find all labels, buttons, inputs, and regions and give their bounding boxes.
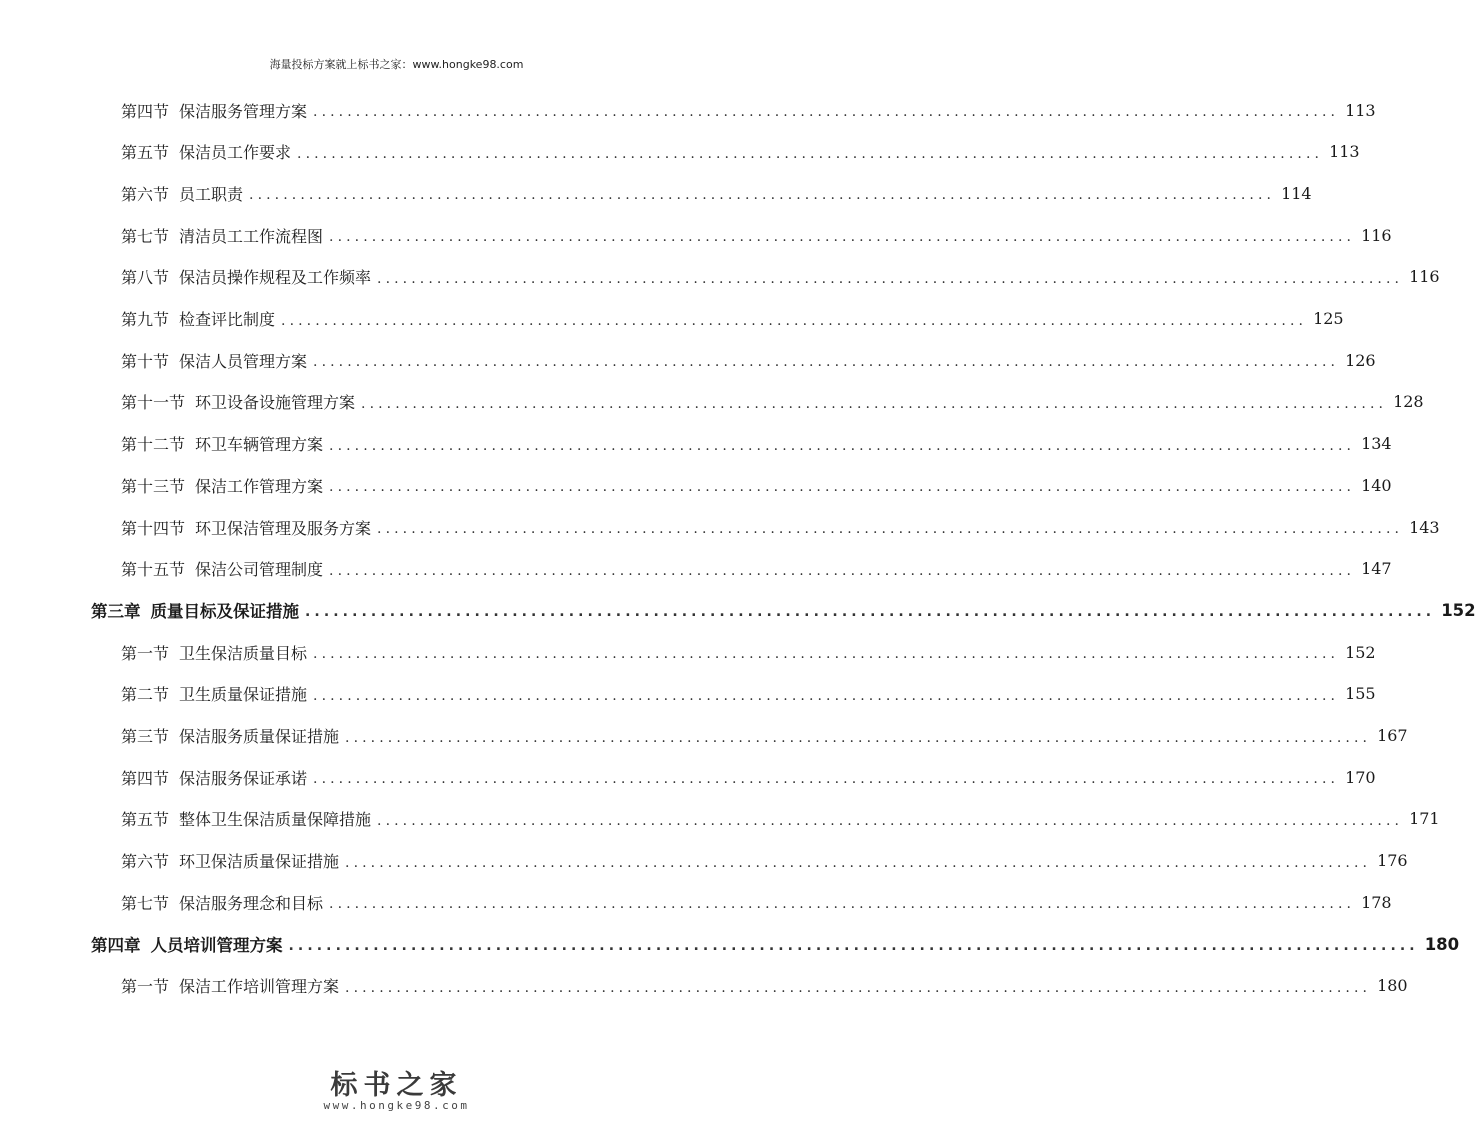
- toc-chapter-entry[interactable]: [91, 929, 1460, 959]
- toc-dot-leader: ........................................................................................................................: [329, 896, 1356, 913]
- toc-entry-title: 保洁服务管理方案: [179, 101, 308, 121]
- toc-entry-title: 保洁公司管理制度: [195, 560, 324, 580]
- toc-section-entry[interactable]: [121, 554, 1392, 584]
- toc-entry-title: 保洁服务质量保证措施: [179, 727, 340, 746]
- toc-entry-title: 清洁员工工作流程图: [179, 226, 324, 246]
- toc-entry-number: 第二节: [121, 685, 170, 705]
- toc-dot-leader: ........................................................................................................................: [345, 854, 1372, 871]
- toc-entry-number: 第三章: [91, 602, 141, 622]
- toc-section-entry[interactable]: [121, 721, 1408, 751]
- toc-dot-leader: ........................................................................................................................: [329, 479, 1356, 496]
- toc-dot-leader: ........................................................................................................................: [329, 437, 1356, 454]
- toc-section-entry[interactable]: [121, 846, 1408, 876]
- toc-entry-title: 整体卫生保洁质量保障措施: [179, 810, 372, 830]
- toc-page-number: 178: [1361, 892, 1392, 912]
- toc-dot-leader: ........................................................................................................................: [361, 395, 1388, 412]
- toc-entry-number: 第五节: [121, 143, 170, 163]
- toc-page-number: 167: [1377, 726, 1408, 745]
- toc-entry-title: 环卫车辆管理方案: [195, 435, 324, 455]
- toc-entry-number: 第六节: [121, 184, 170, 204]
- toc-dot-leader: ........................................................................................................................: [313, 354, 1340, 371]
- toc-section-entry[interactable]: [121, 387, 1424, 417]
- toc-dot-leader: ........................................................................................................................: [305, 604, 1436, 621]
- toc-section-entry[interactable]: [121, 512, 1440, 542]
- toc-dot-leader: ........................................................................................................................: [345, 979, 1372, 996]
- toc-section-entry[interactable]: [121, 262, 1440, 292]
- toc-section-entry[interactable]: [121, 804, 1440, 834]
- toc-entry-number: 第十四节: [121, 518, 186, 538]
- toc-entry-number: 第四节: [121, 101, 170, 121]
- toc-page-number: 114: [1281, 183, 1312, 203]
- toc-page-number: 143: [1409, 517, 1440, 537]
- toc-dot-leader: ........................................................................................................................: [377, 812, 1404, 829]
- toc-page-number: 180: [1424, 934, 1460, 954]
- toc-entry-number: 第十五节: [121, 560, 186, 580]
- toc-section-entry[interactable]: [121, 304, 1344, 334]
- footer-logo: 标书之家: [330, 1070, 463, 1101]
- toc-entry-title: 保洁服务保证承诺: [179, 768, 308, 788]
- toc-entry-number: 第九节: [121, 310, 170, 329]
- toc-section-entry[interactable]: [121, 95, 1376, 125]
- toc-section-entry[interactable]: [121, 762, 1376, 792]
- toc-entry-number: 第四节: [121, 768, 170, 788]
- toc-page-number: 176: [1377, 851, 1408, 871]
- toc-entry-title: 保洁人员管理方案: [179, 351, 308, 371]
- toc-entry-title: 保洁工作管理方案: [195, 476, 324, 496]
- toc-page-number: 126: [1345, 350, 1376, 370]
- toc-dot-leader: ........................................................................................................................: [313, 771, 1340, 788]
- toc-section-entry[interactable]: [121, 679, 1376, 709]
- toc-page-number: 152: [1441, 600, 1476, 620]
- toc-entry-title: 环卫设备设施管理方案: [195, 393, 356, 413]
- toc-entry-number: 第四章: [91, 936, 141, 955]
- toc-section-entry[interactable]: [121, 429, 1392, 459]
- toc-dot-leader: ........................................................................................................................: [377, 521, 1404, 537]
- toc-dot-leader: ........................................................................................................................: [345, 729, 1372, 746]
- toc-page-number: 116: [1409, 267, 1440, 287]
- toc-page-number: 147: [1361, 559, 1392, 579]
- toc-section-entry[interactable]: [121, 637, 1376, 667]
- toc-entry-title: 卫生质量保证措施: [179, 685, 308, 705]
- toc-entry-title: 保洁员工作要求: [179, 143, 292, 163]
- toc-page-number: 134: [1361, 434, 1392, 454]
- toc-page-number: 113: [1345, 100, 1376, 120]
- toc-entry-number: 第十三节: [121, 476, 186, 496]
- toc-dot-leader: ........................................................................................................................: [297, 145, 1324, 162]
- toc-entry-number: 第六节: [121, 852, 170, 872]
- toc-page-number: 116: [1361, 225, 1392, 245]
- toc-dot-leader: ........................................................................................................................: [329, 229, 1356, 246]
- toc-entry-number: 第七节: [121, 226, 170, 246]
- toc-entry-number: 第一节: [121, 977, 170, 997]
- toc-entry-title: 保洁服务理念和目标: [179, 893, 324, 913]
- toc-chapter-entry[interactable]: [91, 595, 1476, 625]
- toc-entry-number: 第十二节: [121, 435, 186, 455]
- toc-page-number: 128: [1393, 392, 1424, 412]
- toc-page-number: 113: [1329, 142, 1360, 162]
- toc-entry-number: 第十节: [121, 351, 170, 371]
- toc-entry-title: 检查评比制度: [179, 310, 276, 329]
- toc-page-number: 171: [1409, 809, 1440, 829]
- toc-page-number: 152: [1345, 642, 1376, 662]
- toc-section-entry[interactable]: [121, 971, 1408, 1001]
- toc-entry-title: 员工职责: [179, 184, 244, 204]
- toc-dot-leader: ........................................................................................................................: [313, 646, 1340, 663]
- toc-section-entry[interactable]: [121, 137, 1360, 167]
- toc-page-number: 170: [1345, 767, 1376, 787]
- toc-entry-number: 第十一节: [121, 393, 186, 413]
- footer-url: www.hongke98.com: [323, 1099, 470, 1112]
- toc-dot-leader: ........................................................................................................................: [249, 187, 1276, 204]
- toc-entry-title: 保洁员操作规程及工作频率: [179, 268, 372, 288]
- toc-section-entry[interactable]: [121, 178, 1312, 208]
- toc-entry-number: 第一节: [121, 643, 170, 663]
- toc-page-number: 155: [1345, 684, 1376, 704]
- toc-section-entry[interactable]: [121, 887, 1392, 917]
- toc-dot-leader: ........................................................................................................................: [377, 270, 1404, 287]
- toc-section-entry[interactable]: [121, 470, 1392, 500]
- toc-entry-title: 卫生保洁质量目标: [179, 643, 308, 663]
- toc-entry-title: 环卫保洁管理及服务方案: [195, 518, 372, 538]
- toc-entry-number: 第三节: [121, 727, 170, 746]
- toc-entry-title: 人员培训管理方案: [150, 936, 283, 955]
- toc-entry-title: 环卫保洁质量保证措施: [179, 852, 340, 872]
- toc-section-entry[interactable]: [121, 220, 1392, 250]
- toc-dot-leader: ........................................................................................................................: [313, 104, 1340, 120]
- toc-dot-leader: ........................................................................................................................: [288, 938, 1419, 954]
- toc-page-number: 125: [1313, 309, 1344, 328]
- toc-dot-leader: ........................................................................................................................: [313, 687, 1340, 704]
- toc-entry-number: 第七节: [121, 893, 170, 913]
- toc-entry-title: 保洁工作培训管理方案: [179, 977, 340, 997]
- toc-page-number: 180: [1377, 976, 1408, 996]
- toc-page-number: 140: [1361, 475, 1392, 495]
- toc-entry-number: 第八节: [121, 268, 170, 288]
- toc-entry-title: 质量目标及保证措施: [150, 602, 299, 622]
- toc-dot-leader: ........................................................................................................................: [329, 562, 1356, 579]
- toc-section-entry[interactable]: [121, 345, 1376, 375]
- page-header: 海量投标方案就上标书之家：www.hongke98.com: [269, 58, 524, 71]
- toc-entry-number: 第五节: [121, 810, 170, 830]
- toc-dot-leader: ........................................................................................................................: [281, 312, 1308, 329]
